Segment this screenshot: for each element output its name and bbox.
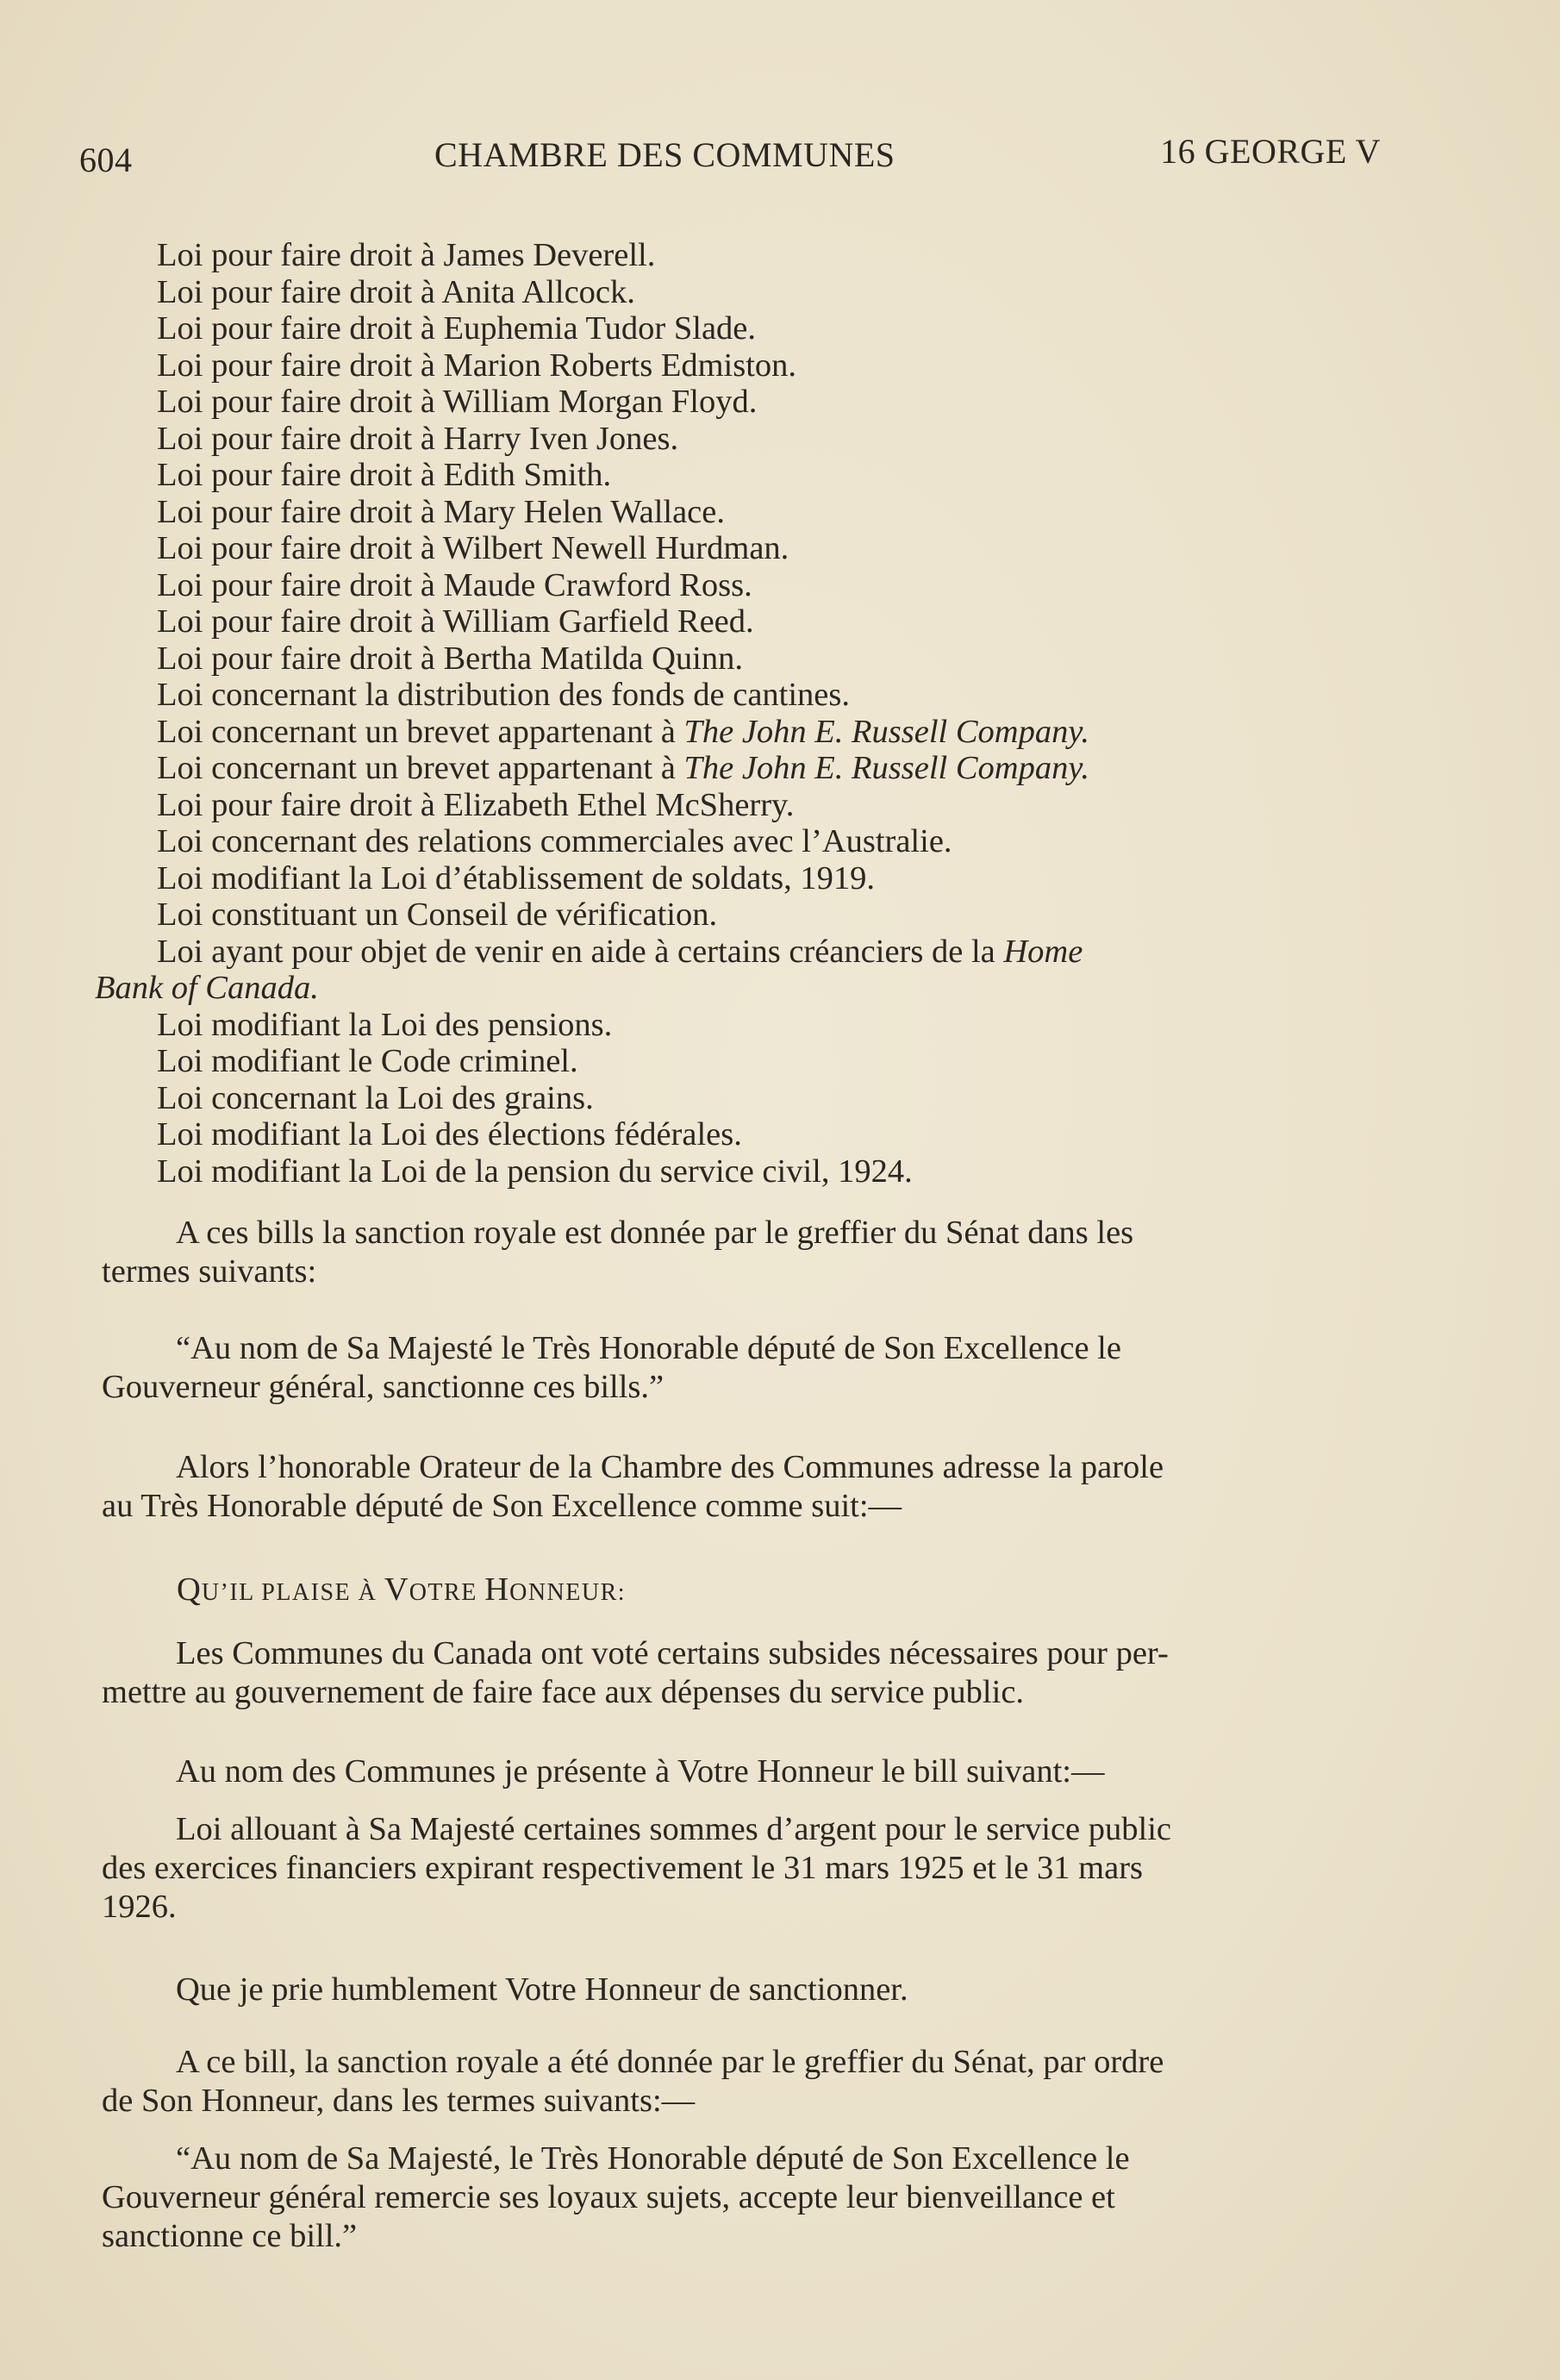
bill-item: Loi pour faire droit à James Deverell.: [157, 237, 656, 273]
bill-item: Loi concernant la distribution des fonds de cantines.: [157, 677, 851, 713]
bill-item: Loi pour faire droit à Mary Helen Wallace.: [157, 493, 725, 530]
reign-label: 16 GEORGE V: [1160, 132, 1381, 171]
paragraph-pray: Que je prie humblement Votre Honneur de sanctionner.: [176, 1971, 908, 2008]
address-heading: QU’IL PLAISE À VOTRE HONNEUR:: [177, 1571, 627, 1608]
bill-item: Loi pour faire droit à Wilbert Newell Hurdman.: [157, 530, 789, 566]
bill-item: Loi concernant un brevet appartenant à The John E. Russell Company.: [157, 750, 1089, 786]
bill-item: Loi pour faire droit à Elizabeth Ethel McSherry.: [157, 786, 795, 823]
bill-item: Loi pour faire droit à Edith Smith.: [157, 457, 612, 493]
bill-item: Loi modifiant la Loi des élections fédérales.: [157, 1116, 742, 1153]
paragraph-speaker: Alors l’honorable Orateur de la Chambre des Communes adresse la parole au Très Honorable député de Son Excellence comme suit:—: [102, 1449, 1164, 1524]
paragraph-sanction: A ces bills la sanction royale est donnée par le greffier du Sénat dans les termes suivants:: [102, 1215, 1134, 1290]
bill-item: Loi concernant un brevet appartenant à The John E. Russell Company.: [157, 713, 1089, 750]
page-header: [79, 131, 1381, 183]
bill-item: Loi concernant la Loi des grains.: [157, 1079, 594, 1116]
bill-item: Loi modifiant le Code criminel.: [157, 1043, 578, 1079]
page-title: CHAMBRE DES COMMUNES: [434, 135, 895, 174]
paragraph-quote-1: “Au nom de Sa Majesté le Très Honorable député de Son Excellence le Gouverneur général, sanctionne ces bills.”: [102, 1330, 1121, 1405]
bill-item: Loi concernant des relations commerciales avec l’Australie.: [157, 823, 952, 859]
bill-item: Loi modifiant la Loi de la pension du service civil, 1924.: [157, 1153, 913, 1190]
paragraph-subsidies: Les Communes du Canada ont voté certains subsides nécessaires pour per- mettre au gouvernement de faire face aux dépenses du service public.: [102, 1635, 1169, 1710]
paragraph-quote-2: “Au nom de Sa Majesté, le Très Honorable député de Son Excellence le Gouverneur général remercie ses loyaux sujets, accepte leur bienveillance et sanctionne ce bill.”: [102, 2140, 1130, 2254]
bill-item: Loi pour faire droit à Euphemia Tudor Slade.: [157, 310, 757, 347]
bill-item-continuation: Bank of Canada.: [95, 970, 319, 1006]
paragraph-present: Au nom des Communes je présente à Votre Honneur le bill suivant:—: [176, 1753, 1105, 1790]
paragraph-royal-assent: A ce bill, la sanction royale a été donnée par le greffier du Sénat, par ordre de Son Honneur, dans les termes suivants:—: [102, 2044, 1164, 2119]
bill-list: [95, 237, 1405, 1190]
bill-item: Loi modifiant la Loi des pensions.: [157, 1006, 613, 1043]
bill-item-wrapped: Loi ayant pour objet de venir en aide à certains créanciers de la Home: [157, 933, 1083, 970]
page-number: 604: [79, 141, 133, 179]
bill-item: Loi pour faire droit à William Garfield Reed.: [157, 603, 754, 640]
bill-item: Loi modifiant la Loi d’établissement de soldats, 1919.: [157, 859, 875, 896]
bill-item: Loi pour faire droit à William Morgan Floyd.: [157, 384, 758, 420]
bill-item: Loi pour faire droit à Anita Allcock.: [157, 273, 635, 310]
bill-item: Loi pour faire droit à Harry Iven Jones.: [157, 420, 679, 457]
bill-item: Loi constituant un Conseil de vérification.: [157, 896, 718, 933]
bill-item: Loi pour faire droit à Maude Crawford Ross.: [157, 566, 752, 603]
paragraph-supply-bill: Loi allouant à Sa Majesté certaines sommes d’argent pour le service public des exercices financiers expirant respectivement le 31 mars 1925 et le 31 mars 1926.: [102, 1811, 1171, 1925]
bill-item: Loi pour faire droit à Bertha Matilda Quinn.: [157, 640, 743, 677]
bill-item: Loi pour faire droit à Marion Roberts Edmiston.: [157, 347, 797, 384]
